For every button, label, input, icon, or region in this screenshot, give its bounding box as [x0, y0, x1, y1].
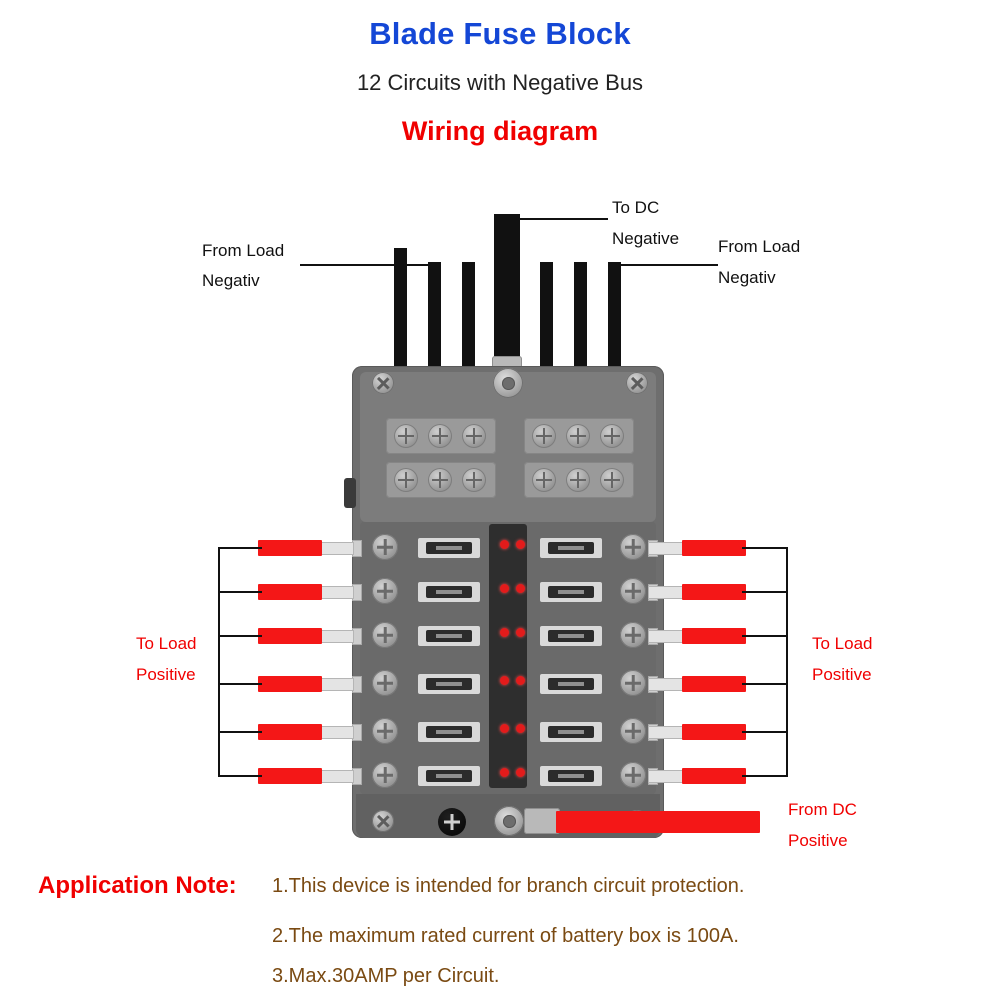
load-wire-right-2	[682, 584, 746, 600]
led-indicator-2	[516, 540, 525, 549]
fuse-left-6	[418, 766, 480, 786]
lead-line-left-4	[218, 683, 262, 685]
lead-line-right-2	[742, 591, 786, 593]
load-wire-right-1	[682, 540, 746, 556]
terminal-screw-left-1	[372, 534, 398, 560]
lead-line-left-6	[218, 775, 262, 777]
ferrule-sleeve-right-3	[648, 630, 684, 643]
load-wire-left-3	[258, 628, 322, 644]
lead-line-left-2	[218, 591, 262, 593]
bus-screw-2	[428, 424, 452, 448]
ferrule-sleeve-left-2	[318, 586, 354, 599]
terminal-screw-right-1	[620, 534, 646, 560]
ferrule-sleeve-left-6	[318, 770, 354, 783]
terminal-screw-left-4	[372, 670, 398, 696]
fuse-indicator-channel	[489, 524, 527, 788]
led-indicator-11	[500, 768, 509, 777]
bus-screw-1	[394, 424, 418, 448]
application-note-item-2: 2.The maximum rated current of battery box is 100A.	[272, 925, 739, 947]
led-indicator-9	[500, 724, 509, 733]
terminal-screw-right-6	[620, 762, 646, 788]
ferrule-sleeve-left-3	[318, 630, 354, 643]
lead-line-left-5	[218, 731, 262, 733]
corner-screw-top-right	[626, 372, 648, 394]
lead-line-right-5	[742, 731, 786, 733]
lead-line-right-4	[742, 683, 786, 685]
label-from-load-negative-right-line1: From Load	[718, 237, 801, 256]
label-to-load-positive-left-line1: To Load	[136, 634, 197, 653]
led-indicator-12	[516, 768, 525, 777]
label-to-dc-negative-line1: To DC	[612, 198, 660, 217]
dc-positive-sleeve	[524, 808, 560, 834]
fuse-right-3	[540, 626, 602, 646]
terminal-screw-left-6	[372, 762, 398, 788]
load-wire-left-2	[258, 584, 322, 600]
terminal-screw-right-5	[620, 718, 646, 744]
terminal-screw-right-2	[620, 578, 646, 604]
bus-screw-11	[566, 468, 590, 492]
fuse-left-2	[418, 582, 480, 602]
fuse-left-5	[418, 722, 480, 742]
fuse-right-1	[540, 538, 602, 558]
left-load-bus-line	[218, 547, 220, 777]
corner-screw-top-left	[372, 372, 394, 394]
diagram-title: Wiring diagram	[401, 116, 599, 146]
load-wire-left-6	[258, 768, 322, 784]
ferrule-sleeve-right-6	[648, 770, 684, 783]
label-to-dc-negative-line2: Negative	[612, 229, 680, 248]
bus-screw-3	[462, 424, 486, 448]
load-wire-left-1	[258, 540, 322, 556]
led-indicator-3	[500, 584, 509, 593]
load-wire-right-3	[682, 628, 746, 644]
leader-from-load-negative-right	[618, 264, 718, 266]
lead-line-right-6	[742, 775, 786, 777]
terminal-screw-left-3	[372, 622, 398, 648]
fuse-left-1	[418, 538, 480, 558]
dc-positive-main-wire	[556, 811, 760, 833]
label-to-load-positive-right-line2: Positive	[812, 665, 872, 684]
fuse-right-5	[540, 722, 602, 742]
led-indicator-7	[500, 676, 509, 685]
ferrule-sleeve-left-1	[318, 542, 354, 555]
dc-negative-main-wire	[494, 214, 520, 364]
ferrule-sleeve-right-2	[648, 586, 684, 599]
label-from-dc-positive-line1: From DC	[788, 800, 857, 819]
led-indicator-1	[500, 540, 509, 549]
load-wire-right-6	[682, 768, 746, 784]
label-to-load-positive-left-line2: Positive	[136, 665, 196, 684]
corner-screw-bottom-left	[372, 810, 394, 832]
side-mount-tab	[344, 478, 356, 508]
bus-screw-4	[532, 424, 556, 448]
label-from-dc-positive-line2: Positive	[788, 831, 848, 850]
terminal-screw-right-3	[620, 622, 646, 648]
led-indicator-5	[500, 628, 509, 637]
bus-screw-12	[600, 468, 624, 492]
lead-line-right-1	[742, 547, 786, 549]
fuse-right-4	[540, 674, 602, 694]
dc-positive-bolt-hole	[503, 815, 516, 828]
ferrule-sleeve-right-4	[648, 678, 684, 691]
load-wire-right-5	[682, 724, 746, 740]
led-indicator-6	[516, 628, 525, 637]
terminal-screw-left-5	[372, 718, 398, 744]
bus-screw-10	[532, 468, 556, 492]
load-wire-left-4	[258, 676, 322, 692]
led-indicator-8	[516, 676, 525, 685]
led-indicator-4	[516, 584, 525, 593]
load-wire-right-4	[682, 676, 746, 692]
bus-screw-7	[394, 468, 418, 492]
terminal-screw-left-2	[372, 578, 398, 604]
dc-positive-bolt	[494, 806, 524, 836]
bus-screw-8	[428, 468, 452, 492]
label-from-load-negative-left-line1: From Load	[202, 241, 285, 260]
leader-from-load-negative-left	[300, 264, 432, 266]
label-from-load-negative-left-line2: Negativ	[202, 271, 260, 290]
terminal-screw-right-4	[620, 670, 646, 696]
negative-bus-bolt	[493, 368, 523, 398]
ferrule-sleeve-left-4	[318, 678, 354, 691]
lead-line-left-3	[218, 635, 262, 637]
bus-screw-6	[600, 424, 624, 448]
label-to-load-positive-right-line1: To Load	[812, 634, 873, 653]
application-note-item-1: 1.This device is intended for branch circuit protection.	[272, 875, 745, 897]
bus-screw-5	[566, 424, 590, 448]
application-note-heading: Application Note:	[38, 872, 237, 899]
fuse-left-4	[418, 674, 480, 694]
right-load-bus-line	[786, 547, 788, 777]
page-title: Blade Fuse Block	[369, 16, 631, 51]
led-indicator-10	[516, 724, 525, 733]
application-note-item-3: 3.Max.30AMP per Circuit.	[272, 965, 500, 987]
ferrule-sleeve-right-1	[648, 542, 684, 555]
ground-stud-screw	[438, 808, 466, 836]
ferrule-sleeve-right-5	[648, 726, 684, 739]
lead-line-left-1	[218, 547, 262, 549]
lead-line-right-3	[742, 635, 786, 637]
label-from-load-negative-right-line2: Negativ	[718, 268, 776, 287]
fuse-right-6	[540, 766, 602, 786]
leader-to-dc-negative	[508, 218, 608, 220]
page-subtitle: 12 Circuits with Negative Bus	[356, 70, 644, 95]
negative-bus-bolt-hole	[502, 377, 515, 390]
load-wire-left-5	[258, 724, 322, 740]
bus-screw-9	[462, 468, 486, 492]
ferrule-sleeve-left-5	[318, 726, 354, 739]
fuse-left-3	[418, 626, 480, 646]
fuse-right-2	[540, 582, 602, 602]
